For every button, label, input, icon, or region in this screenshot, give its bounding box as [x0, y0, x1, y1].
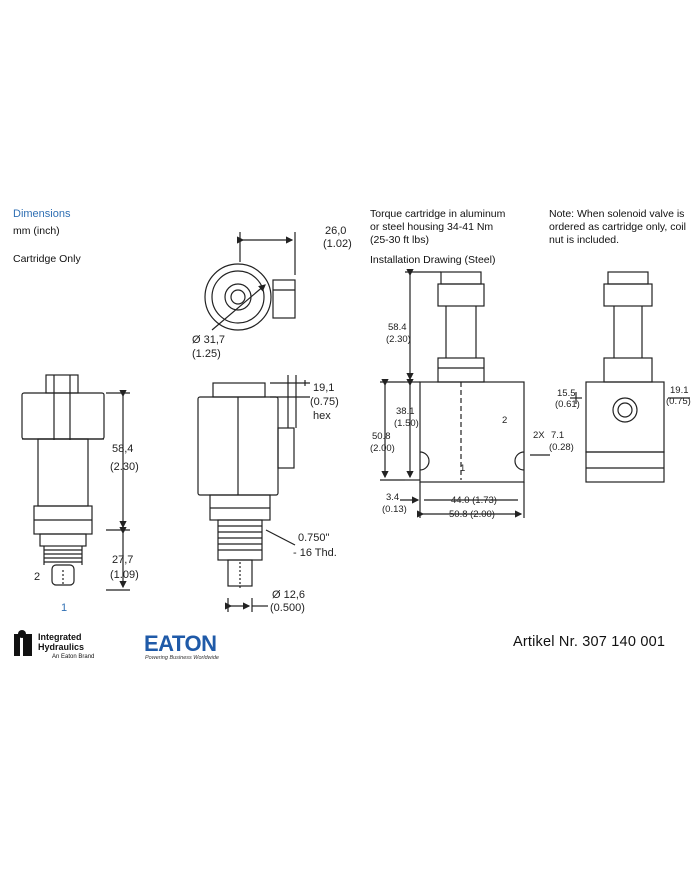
- torque-note-line1: Torque cartridge in aluminum: [370, 208, 506, 220]
- ih-mark-icon: [12, 630, 36, 658]
- cartridge-only-label: Cartridge Only: [13, 253, 81, 265]
- install-w34-mm: 3.4: [386, 492, 400, 503]
- solenoid-note-line3: nut is included.: [549, 234, 620, 246]
- side-d191-mm: 19.1: [670, 385, 689, 396]
- end-view-dia-mm: Ø 31,7: [192, 334, 226, 346]
- install-h38-in: (1.50): [394, 418, 419, 429]
- article-number: Artikel Nr. 307 140 001: [513, 634, 666, 650]
- hex-dim-mm: 19,1: [313, 382, 335, 394]
- side-d155-in: (0.61): [555, 399, 580, 410]
- solenoid-note-line2: ordered as cartridge only, coil: [549, 221, 686, 233]
- ih-name-line2: Hydraulics: [38, 642, 85, 652]
- install-w34-in: (0.13): [382, 504, 407, 515]
- install-h38-mm: 38.1: [396, 406, 415, 417]
- eaton-logo: [144, 631, 244, 665]
- install-d71-mm: 7.1: [551, 430, 565, 441]
- install-d71-in: (0.28): [549, 442, 574, 453]
- install-h58-in: (2.30): [386, 334, 411, 345]
- side-d155-mm: 15.5: [557, 388, 576, 399]
- install-w44: 44.0 (1.73): [451, 495, 497, 506]
- thread-size: 0.750": [298, 532, 330, 544]
- end-view-drawing: [205, 232, 295, 330]
- install-h50-mm: 50.8: [372, 431, 391, 442]
- dimensions-heading: Dimensions: [13, 208, 71, 220]
- torque-note-line2: or steel housing 34-41 Nm: [370, 221, 494, 233]
- left-dim-low-in: (1.09): [110, 569, 139, 581]
- left-dim-height-in: (2.30): [110, 461, 139, 473]
- left-dim-height-mm: 58,4: [112, 443, 134, 455]
- install-h50-in: (2.00): [370, 443, 395, 454]
- units-label: mm (inch): [13, 225, 60, 237]
- install-h58-mm: 58.4: [388, 322, 407, 333]
- bottom-dia-in: (0.500): [270, 602, 305, 614]
- port-1-label: 1: [61, 602, 68, 614]
- ih-name-line1: Integrated: [38, 632, 82, 642]
- side-view-drawing: [198, 375, 310, 612]
- installation-title: Installation Drawing (Steel): [370, 254, 496, 266]
- end-view-dia-in: (1.25): [192, 348, 221, 360]
- ih-tagline: An Eaton Brand: [52, 654, 95, 660]
- install-w50: 50.8 (2.00): [449, 509, 495, 520]
- thread-pitch: - 16 Thd.: [293, 547, 337, 559]
- side-housing-drawing: [570, 272, 690, 482]
- eaton-tagline: Powering Business Worldwide: [145, 655, 219, 661]
- side-d191-in: (0.75): [666, 396, 691, 407]
- integrated-hydraulics-logo: [12, 628, 122, 664]
- top-dim-mm: 26,0: [325, 225, 347, 237]
- solenoid-note-line1: Note: When solenoid valve is: [549, 208, 685, 220]
- eaton-wordmark: EATON: [144, 631, 217, 656]
- bottom-dia-mm: Ø 12,6: [272, 589, 306, 601]
- install-port-1: 1: [460, 463, 466, 474]
- installation-drawing: [380, 272, 550, 518]
- hex-dim-in: (0.75): [310, 396, 339, 408]
- top-dim-in: (1.02): [323, 238, 352, 250]
- install-port-2: 2: [502, 415, 508, 426]
- left-dim-low-mm: 27,7: [112, 554, 134, 566]
- install-hole-count: 2X: [533, 430, 545, 441]
- hex-label: hex: [313, 410, 331, 422]
- torque-note-line3: (25-30 ft lbs): [370, 234, 429, 246]
- port-2-label: 2: [34, 571, 41, 583]
